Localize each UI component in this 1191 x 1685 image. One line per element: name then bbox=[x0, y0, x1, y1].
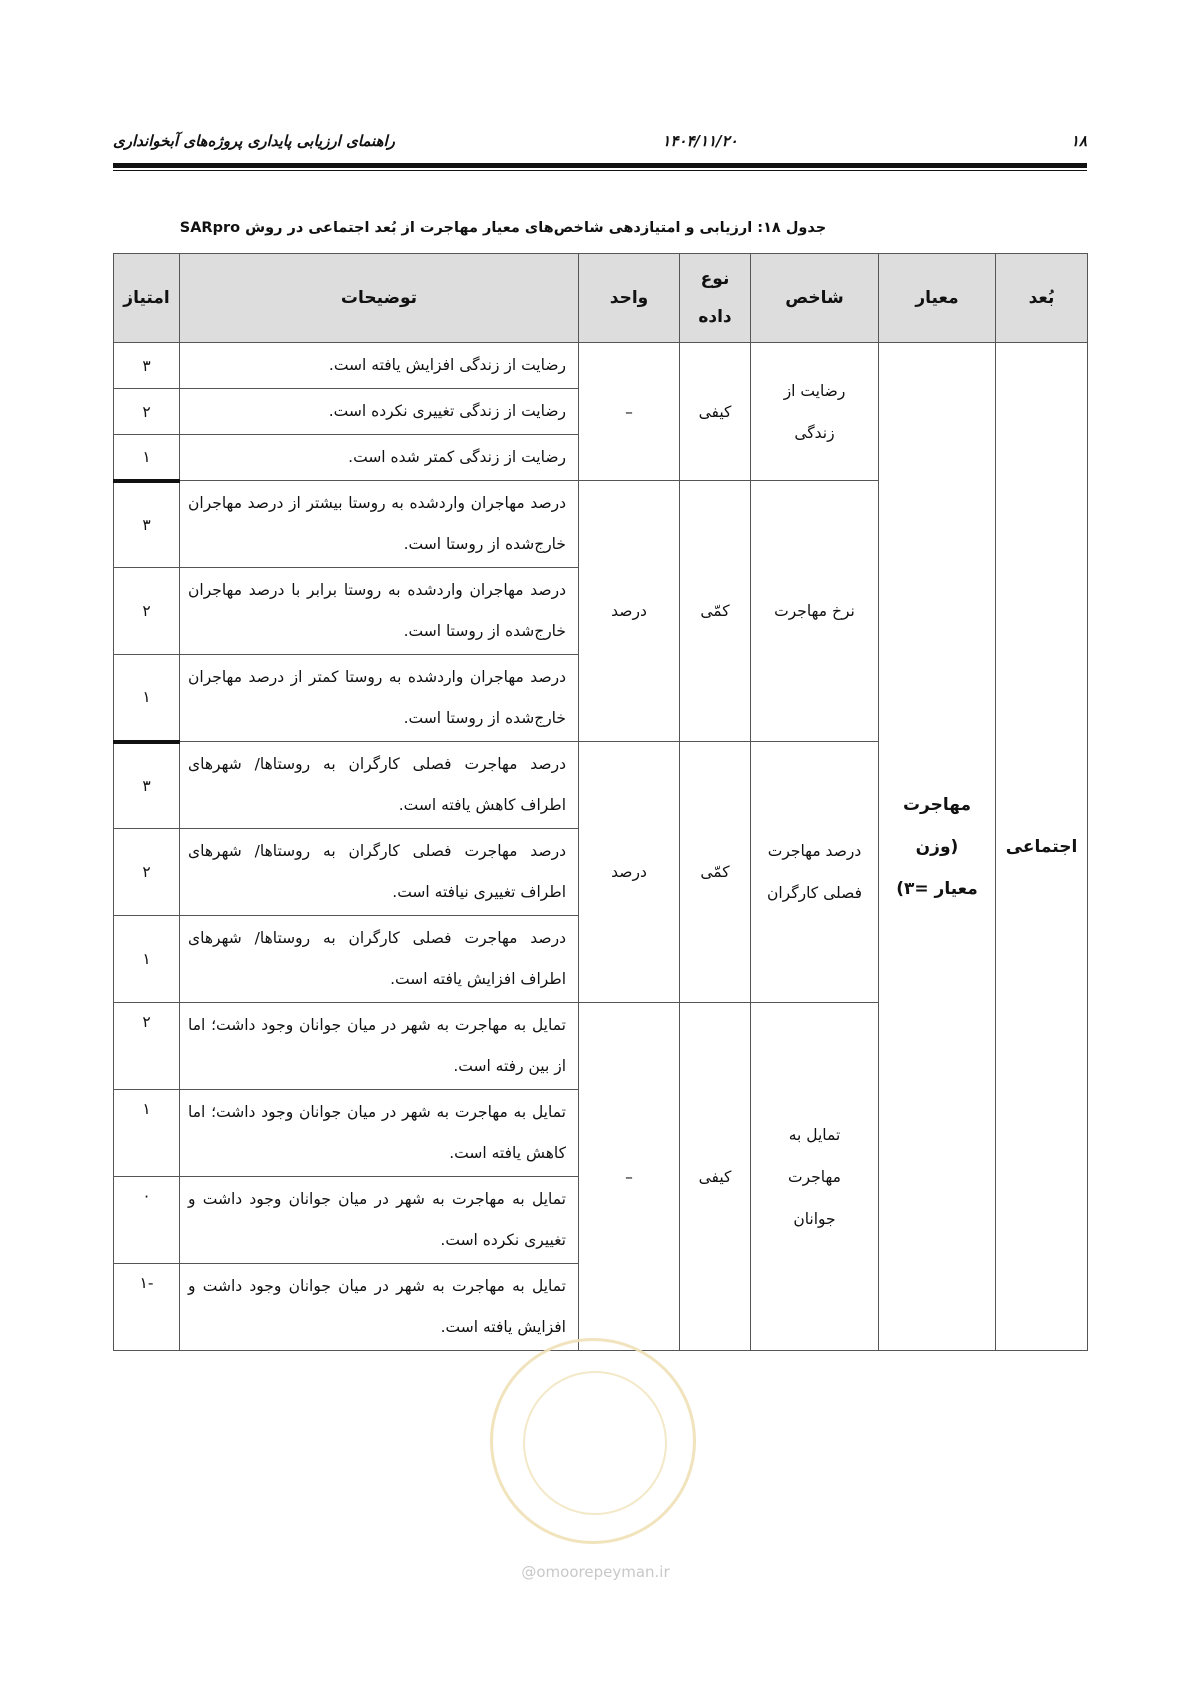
description-cell: درصد مهاجرت فصلی کارگران به روستاها/ شهرهای اطراف تغییری نیافته است. bbox=[180, 829, 579, 916]
header-indicator: شاخص bbox=[751, 254, 879, 343]
header-date: ۱۴۰۴/۱۱/۲۰ bbox=[662, 132, 738, 150]
unit-cell: درصد bbox=[579, 742, 680, 1003]
watermark-gear-ring bbox=[523, 1371, 667, 1515]
score-cell: ۱ bbox=[114, 655, 180, 742]
score-cell: -۱ bbox=[114, 1264, 180, 1351]
score-cell: ۰ bbox=[114, 1177, 180, 1264]
page-header bbox=[113, 128, 1087, 154]
header-unit: واحد bbox=[579, 254, 680, 343]
table-caption: جدول ۱۸: ارزیابی و امتیازدهی شاخص‌های معیار مهاجرت از بُعد اجتماعی در روش SARpro bbox=[179, 220, 827, 236]
description-cell: درصد مهاجرت فصلی کارگران به روستاها/ شهرهای اطراف افزایش یافته است. bbox=[180, 916, 579, 1003]
page-number: ۱۸ bbox=[1070, 132, 1087, 150]
watermark-text: @omoorepeyman.ir bbox=[521, 1563, 670, 1581]
description-cell: رضایت از زندگی کمتر شده است. bbox=[180, 435, 579, 481]
data-type-cell: کیفی bbox=[680, 343, 751, 481]
unit-cell: – bbox=[579, 343, 680, 481]
unit-cell: درصد bbox=[579, 481, 680, 742]
score-cell: ۱ bbox=[114, 916, 180, 1003]
score-cell: ۱ bbox=[114, 435, 180, 481]
header-dimension: بُعد bbox=[996, 254, 1088, 343]
description-cell: درصد مهاجران واردشده به روستا بیشتر از درصد مهاجران خارج‌شده از روستا است. bbox=[180, 481, 579, 568]
description-cell: درصد مهاجران واردشده به روستا برابر با درصد مهاجران خارج‌شده از روستا است. bbox=[180, 568, 579, 655]
header-title: راهنمای ارزیابی پایداری پروژه‌های آبخوانداری bbox=[113, 132, 395, 150]
header-rule bbox=[113, 163, 1087, 168]
score-cell: ۳ bbox=[114, 343, 180, 389]
data-type-cell: کمّی bbox=[680, 481, 751, 742]
indicator-cell: رضایت از زندگی bbox=[751, 343, 879, 481]
watermark-logo bbox=[490, 1338, 696, 1544]
description-cell: تمایل به مهاجرت به شهر در میان جوانان وجود داشت؛ اما کاهش یافته است. bbox=[180, 1090, 579, 1177]
header-score: امتیاز bbox=[114, 254, 180, 343]
unit-cell: – bbox=[579, 1003, 680, 1351]
description-cell: رضایت از زندگی تغییری نکرده است. bbox=[180, 389, 579, 435]
dimension-cell: اجتماعی bbox=[996, 343, 1088, 1351]
indicator-cell: درصد مهاجرت فصلی کارگران bbox=[751, 742, 879, 1003]
table-header-row bbox=[114, 254, 1088, 343]
description-cell: تمایل به مهاجرت به شهر در میان جوانان وجود داشت؛ اما از بین رفته است. bbox=[180, 1003, 579, 1090]
description-cell: رضایت از زندگی افزایش یافته است. bbox=[180, 343, 579, 389]
score-cell: ۲ bbox=[114, 829, 180, 916]
score-cell: ۲ bbox=[114, 1003, 180, 1090]
data-type-cell: کیفی bbox=[680, 1003, 751, 1351]
description-cell: تمایل به مهاجرت به شهر در میان جوانان وجود داشت و افزایش یافته است. bbox=[180, 1264, 579, 1351]
criterion-cell: مهاجرت (وزن معیار =۳) bbox=[879, 343, 996, 1351]
header-criterion: معیار bbox=[879, 254, 996, 343]
score-cell: ۱ bbox=[114, 1090, 180, 1177]
indicator-cell: تمایل به مهاجرت جوانان bbox=[751, 1003, 879, 1351]
header-rule-thin bbox=[113, 170, 1087, 171]
data-type-cell: کمّی bbox=[680, 742, 751, 1003]
description-cell: درصد مهاجرت فصلی کارگران به روستاها/ شهرهای اطراف کاهش یافته است. bbox=[180, 742, 579, 829]
indicator-cell: نرخ مهاجرت bbox=[751, 481, 879, 742]
description-cell: درصد مهاجران واردشده به روستا کمتر از درصد مهاجران خارج‌شده از روستا است. bbox=[180, 655, 579, 742]
criteria-table bbox=[113, 253, 1088, 1351]
header-data-type: نوع داده bbox=[680, 254, 751, 343]
score-cell: ۳ bbox=[114, 742, 180, 829]
description-cell: تمایل به مهاجرت به شهر در میان جوانان وجود داشت و تغییری نکرده است. bbox=[180, 1177, 579, 1264]
header-description: توضیحات bbox=[180, 254, 579, 343]
score-cell: ۲ bbox=[114, 568, 180, 655]
score-cell: ۳ bbox=[114, 481, 180, 568]
table-row bbox=[114, 343, 1088, 389]
score-cell: ۲ bbox=[114, 389, 180, 435]
